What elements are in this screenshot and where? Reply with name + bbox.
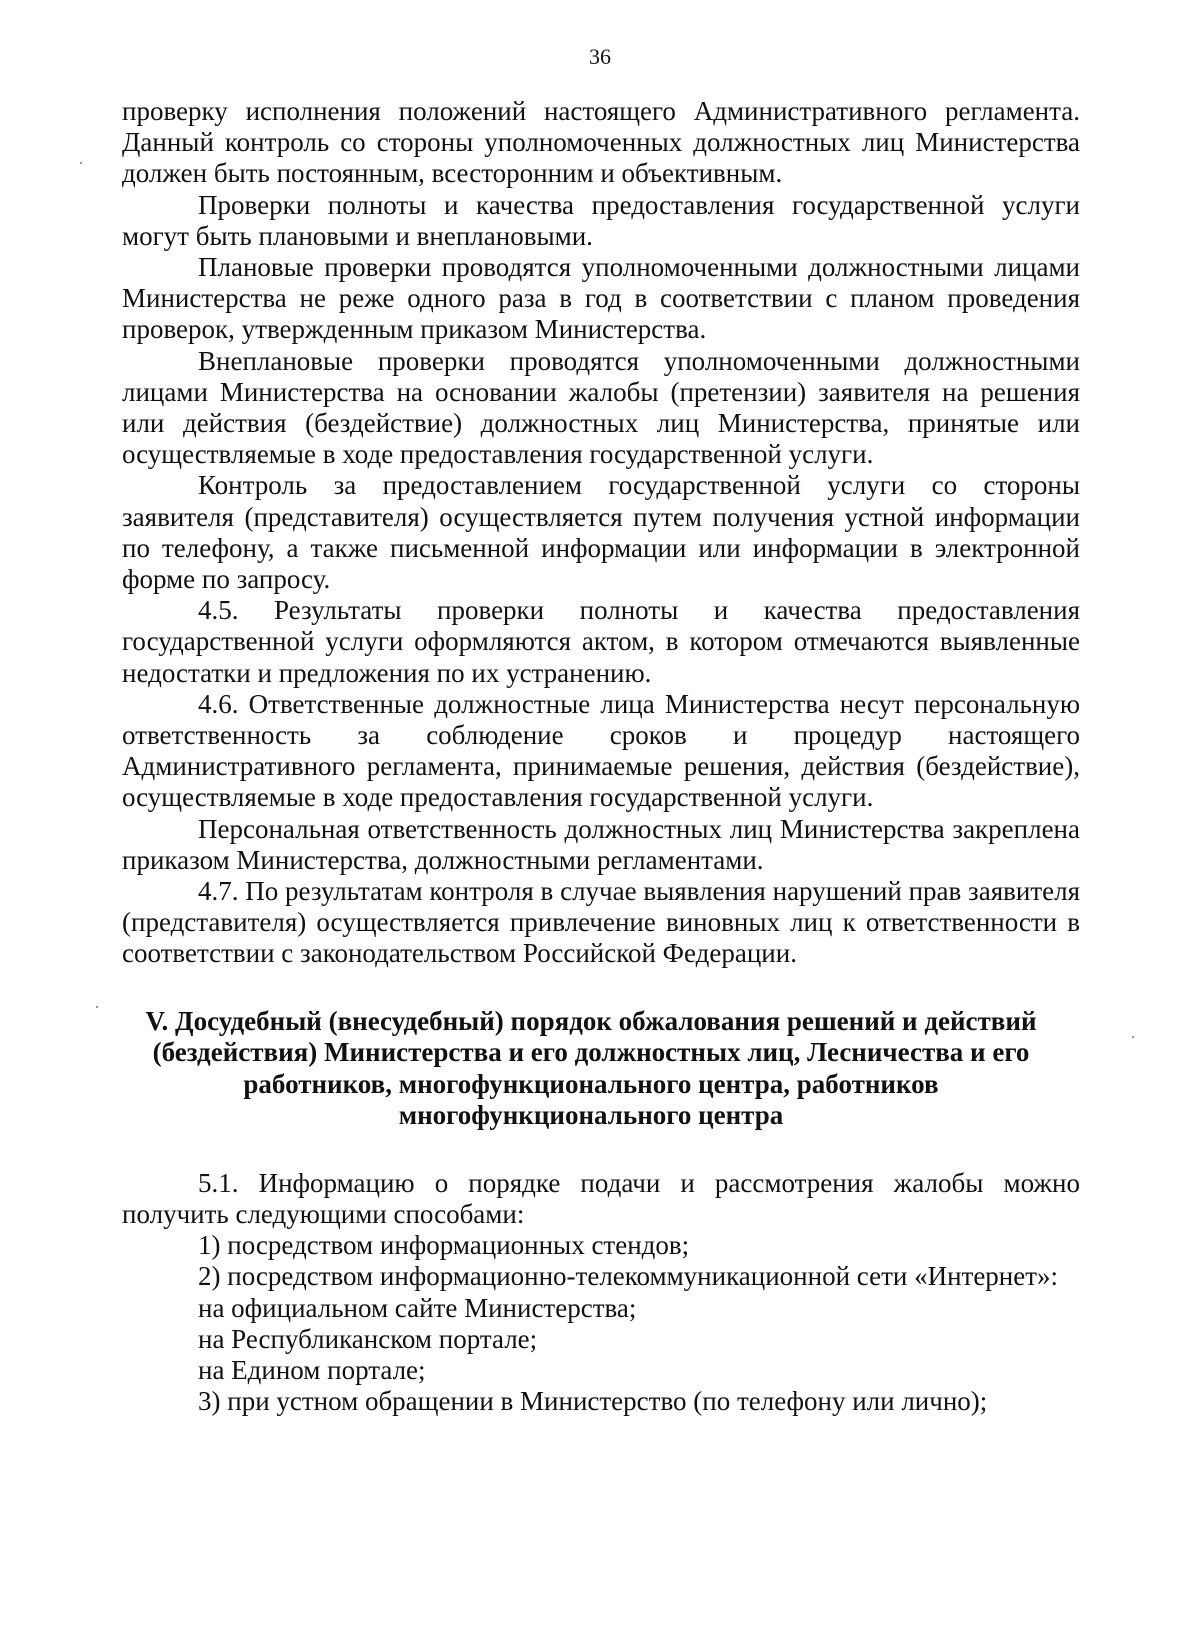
paragraph: 4.7. По результатам контроля в случае выявления нарушений прав заявителя (представителя) осуществляется привлечение виновных лиц к ответственности в соответствии с законодательством Российской Федерации.	[122, 876, 1080, 969]
paragraph: проверку исполнения положений настоящего Административного регламента. Данный контроль со стороны уполномоченных должностных лиц Министерства должен быть постоянным, всесторонним и объективным.	[122, 96, 1080, 189]
scan-speck	[80, 162, 82, 164]
paragraph: 4.5. Результаты проверки полноты и качества предоставления государственной услуги оформляются актом, в котором отмечаются выявленные недостатки и предложения по их устранению.	[122, 595, 1080, 688]
list-item: на Республиканском портале;	[198, 1323, 538, 1354]
list-item: на Едином портале;	[198, 1354, 426, 1385]
section-intro-paragraph: 5.1. Информацию о порядке подачи и рассмотрения жалобы можно получить следующими способами:	[122, 1167, 1080, 1229]
scan-speck	[1132, 1036, 1134, 1038]
list-item: 2) посредством информационно-телекоммуникационной сети «Интернет»:	[198, 1261, 1059, 1292]
paragraph: Контроль за предоставлением государственной услуги со стороны заявителя (представителя) осуществляется путем получения устной информации по телефону, а также письменной информации или информации в электронной форме по запросу.	[122, 470, 1080, 595]
list-item: 1) посредством информационных стендов;	[198, 1230, 690, 1261]
page-number: 36	[589, 44, 611, 69]
paragraph: Проверки полноты и качества предоставления государственной услуги могут быть плановыми и внеплановыми.	[122, 189, 1080, 251]
paragraph: Внеплановые проверки проводятся уполномоченными должностными лицами Министерства на основании жалобы (претензии) заявителя на решения или действия (бездействие) должностных лиц Министерства, принятые или осуществляемые в ходе предоставления государственной услуги.	[122, 345, 1080, 470]
document-body	[122, 96, 1080, 1417]
list-item: на официальном сайте Министерства;	[198, 1292, 637, 1323]
list-item: 3) при устном обращении в Министерство (по телефону или лично);	[198, 1386, 988, 1417]
section-heading: V. Досудебный (внесудебный) порядок обжалования решений и действий (бездействия) Министерства и его должностных лиц, Лесничества и его работников, многофункционального центра, работников многофункционального центра	[145, 1005, 1037, 1131]
paragraph: Персональная ответственность должностных лиц Министерства закреплена приказом Министерства, должностными регламентами.	[122, 813, 1080, 875]
paragraph: Плановые проверки проводятся уполномоченными должностными лицами Министерства не реже одного раза в год в соответствии с планом проведения проверок, утвержденным приказом Министерства.	[122, 252, 1080, 345]
paragraph: 4.6. Ответственные должностные лица Министерства несут персональную ответственность за соблюдение сроков и процедур настоящего Административного регламента, принимаемые решения, действия (бездействие), осуществляемые в ходе предоставления государственной услуги.	[122, 688, 1080, 813]
scan-speck	[96, 1006, 98, 1008]
